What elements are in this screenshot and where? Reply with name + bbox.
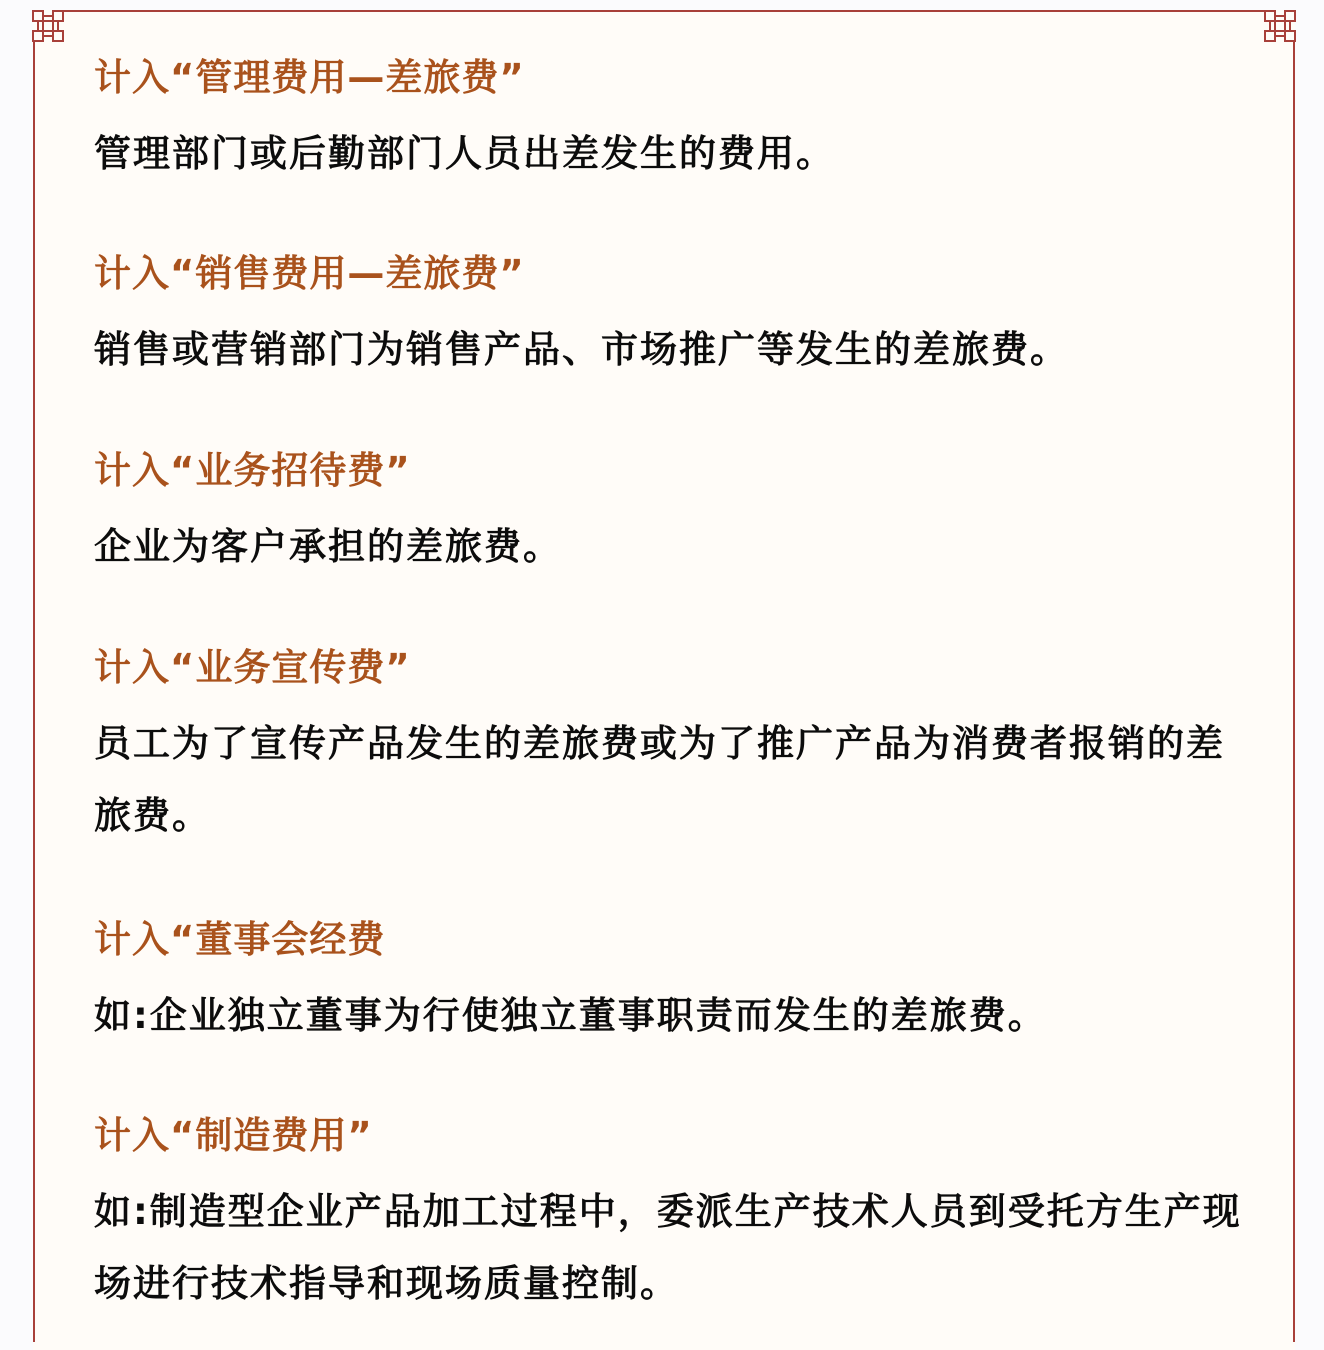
section-body: 管理部门或后勤部门人员出差发生的费用。 <box>94 132 835 175</box>
section-board-expenses <box>94 914 1254 1052</box>
section-heading: 计入“董事会经费 <box>94 918 386 961</box>
section-entertainment <box>94 445 1254 583</box>
section-body: 如:企业独立董事为行使独立董事职责而发生的差旅费。 <box>94 994 1047 1037</box>
section-admin-travel <box>94 52 1254 190</box>
chinese-knot-icon <box>31 9 65 43</box>
section-heading: 计入“业务宣传费” <box>94 646 411 689</box>
frame-border-right <box>1293 42 1295 1342</box>
section-body: 企业为客户承担的差旅费。 <box>94 525 562 568</box>
section-body: 员工为了宣传产品发生的差旅费或为了推广产品为消费者报销的差旅费。 <box>94 722 1225 837</box>
section-sales-travel <box>94 248 1254 386</box>
section-publicity <box>94 642 1254 852</box>
chinese-knot-icon <box>1263 9 1297 43</box>
section-body: 销售或营销部门为销售产品、市场推广等发生的差旅费。 <box>94 328 1069 371</box>
frame-border-left <box>33 42 35 1342</box>
section-heading: 计入“制造费用” <box>94 1114 373 1157</box>
section-body: 如:制造型企业产品加工过程中，委派生产技术人员到受托方生产现场进行技术指导和现场质量控制。 <box>94 1190 1242 1305</box>
section-heading: 计入“业务招待费” <box>94 449 411 492</box>
section-heading: 计入“管理费用—差旅费” <box>94 56 525 99</box>
section-manufacturing-overhead <box>94 1110 1254 1320</box>
frame-border-top <box>64 10 1264 12</box>
section-heading: 计入“销售费用—差旅费” <box>94 252 525 295</box>
